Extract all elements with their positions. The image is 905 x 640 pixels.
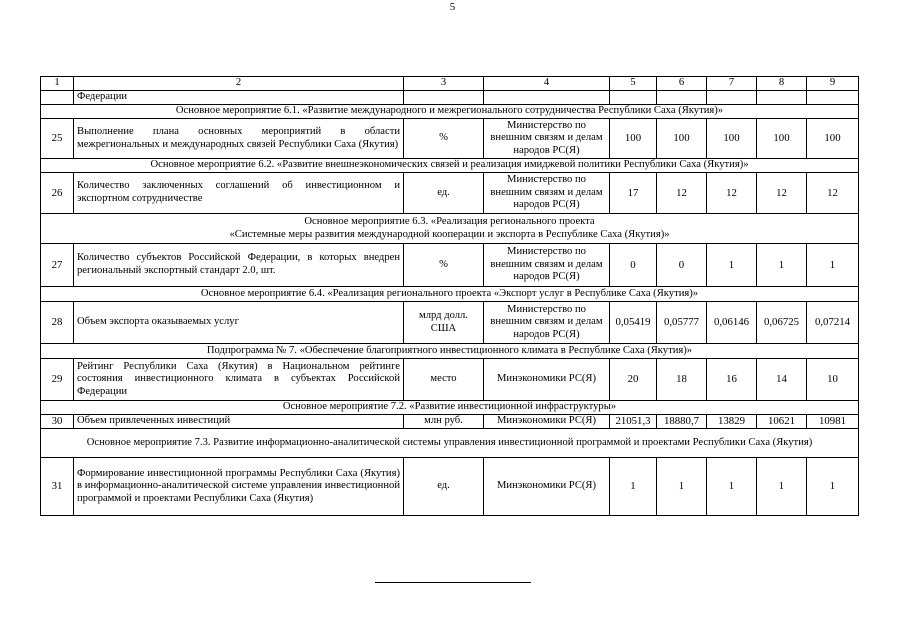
value-cell: 0,06146 [707,302,757,344]
row-number: 28 [41,302,74,344]
table-row [41,302,859,344]
value-cell: 12 [707,173,757,214]
section-row [41,344,859,359]
table-row [41,458,859,516]
value-cell: 1 [707,244,757,287]
header-cell: 2 [74,77,404,91]
table-row [41,119,859,159]
row-number: 31 [41,458,74,516]
unit-cell: млн руб. [404,415,484,429]
header-cell: 5 [610,77,657,91]
header-cell: 8 [757,77,807,91]
value-cell: 12 [757,173,807,214]
value-cell: 18880,7 [657,415,707,429]
value-cell: 18 [657,359,707,401]
value-cell: 12 [657,173,707,214]
continuation-row [41,91,859,105]
value-cell: 0,07214 [807,302,859,344]
section-heading-7-2: Основное мероприятие 7.2. «Развитие инвестиционной инфраструктуры» [41,401,859,415]
table-row [41,415,859,429]
unit-cell: % [404,119,484,159]
section-row [41,159,859,173]
column-number-row [41,77,859,91]
value-cell: 0,05419 [610,302,657,344]
table-row [41,359,859,401]
value-cell: 17 [610,173,657,214]
row-number: 30 [41,415,74,429]
indicators-table [40,76,859,516]
value-cell: 13829 [707,415,757,429]
header-cell: 9 [807,77,859,91]
section-row [41,429,859,458]
section-heading-line: «Системные меры развития международной кооперации и экспорта в Республике Саха (Якутия)» [229,228,670,240]
value-cell: 1 [707,458,757,516]
table-row [41,173,859,214]
executor-cell: Министерство по внешним связям и делам народов РС(Я) [484,302,610,344]
value-cell: 1 [807,244,859,287]
continuation-text: Федерации [74,91,404,105]
value-cell: 1 [610,458,657,516]
executor-cell: Минэкономики РС(Я) [484,458,610,516]
executor-cell: Министерство по внешним связям и делам народов РС(Я) [484,244,610,287]
value-cell: 20 [610,359,657,401]
indicator-name: Рейтинг Республики Саха (Якутия) в Национальном рейтинге состояния инвестиционного климата в субъектах Российской Федерации [74,359,404,401]
unit-cell: место [404,359,484,401]
executor-cell: Минэкономики РС(Я) [484,359,610,401]
indicator-name: Выполнение плана основных мероприятий в области межрегиональных и международных связей Республики Саха (Якутия) [74,119,404,159]
section-heading-line: Основное мероприятие 6.3. «Реализация регионального проекта [304,215,595,227]
indicator-name: Количество субъектов Российской Федерации, в которых внедрен региональный экспортный стандарт 2.0, шт. [74,244,404,287]
header-cell: 1 [41,77,74,91]
section-heading-6-1: Основное мероприятие 6.1. «Развитие международного и межрегионального сотрудничества Республики Саха (Якутия)» [41,105,859,119]
value-cell: 21051,3 [610,415,657,429]
unit-cell: ед. [404,458,484,516]
value-cell: 100 [757,119,807,159]
section-heading-6-4: Основное мероприятие 6.4. «Реализация регионального проекта «Экспорт услуг в Республике Саха (Якутия)» [41,287,859,302]
section-row [41,287,859,302]
table-row [41,244,859,287]
executor-cell: Минэкономики РС(Я) [484,415,610,429]
indicator-name: Объем привлеченных инвестиций [74,415,404,429]
value-cell: 1 [807,458,859,516]
value-cell: 1 [757,244,807,287]
header-cell: 6 [657,77,707,91]
section-row [41,214,859,244]
value-cell: 100 [610,119,657,159]
section-heading-7-3: Основное мероприятие 7.3. Развитие информационно-аналитической системы управления инвестиционной программой и проектами Республики Саха (Якутия) [41,429,859,458]
value-cell: 0,05777 [657,302,707,344]
value-cell: 100 [807,119,859,159]
indicator-name: Формирование инвестиционной программы Республики Саха (Якутия) в информационно-аналитической системе управления инвестиционной программой и проектами Республики Саха (Якутия) [74,458,404,516]
subprogram-heading-7: Подпрограмма № 7. «Обеспечение благоприятного инвестиционного климата в Республике Саха (Якутия)» [41,344,859,359]
section-row [41,105,859,119]
value-cell: 1 [757,458,807,516]
value-cell: 10981 [807,415,859,429]
unit-cell: млрд долл. США [404,302,484,344]
indicator-name: Объем экспорта оказываемых услуг [74,302,404,344]
footer-rule [375,582,531,583]
value-cell: 0 [610,244,657,287]
value-cell: 100 [707,119,757,159]
value-cell: 0 [657,244,707,287]
indicator-name: Количество заключенных соглашений об инвестиционном и экспортном сотрудничестве [74,173,404,214]
page-number: 5 [449,1,456,13]
value-cell: 0,06725 [757,302,807,344]
value-cell: 16 [707,359,757,401]
value-cell: 10 [807,359,859,401]
header-cell: 3 [404,77,484,91]
row-number: 25 [41,119,74,159]
value-cell: 12 [807,173,859,214]
row-number: 29 [41,359,74,401]
value-cell: 100 [657,119,707,159]
value-cell: 14 [757,359,807,401]
executor-cell: Министерство по внешним связям и делам народов РС(Я) [484,173,610,214]
section-heading-6-2: Основное мероприятие 6.2. «Развитие внешнеэкономических связей и реализация имиджевой политики Республики Саха (Якутия)» [41,159,859,173]
row-number: 26 [41,173,74,214]
section-heading-6-3 [41,214,859,244]
unit-cell: % [404,244,484,287]
header-cell: 7 [707,77,757,91]
header-cell: 4 [484,77,610,91]
executor-cell: Министерство по внешним связям и делам народов РС(Я) [484,119,610,159]
section-row [41,401,859,415]
row-number: 27 [41,244,74,287]
unit-cell: ед. [404,173,484,214]
value-cell: 10621 [757,415,807,429]
value-cell: 1 [657,458,707,516]
